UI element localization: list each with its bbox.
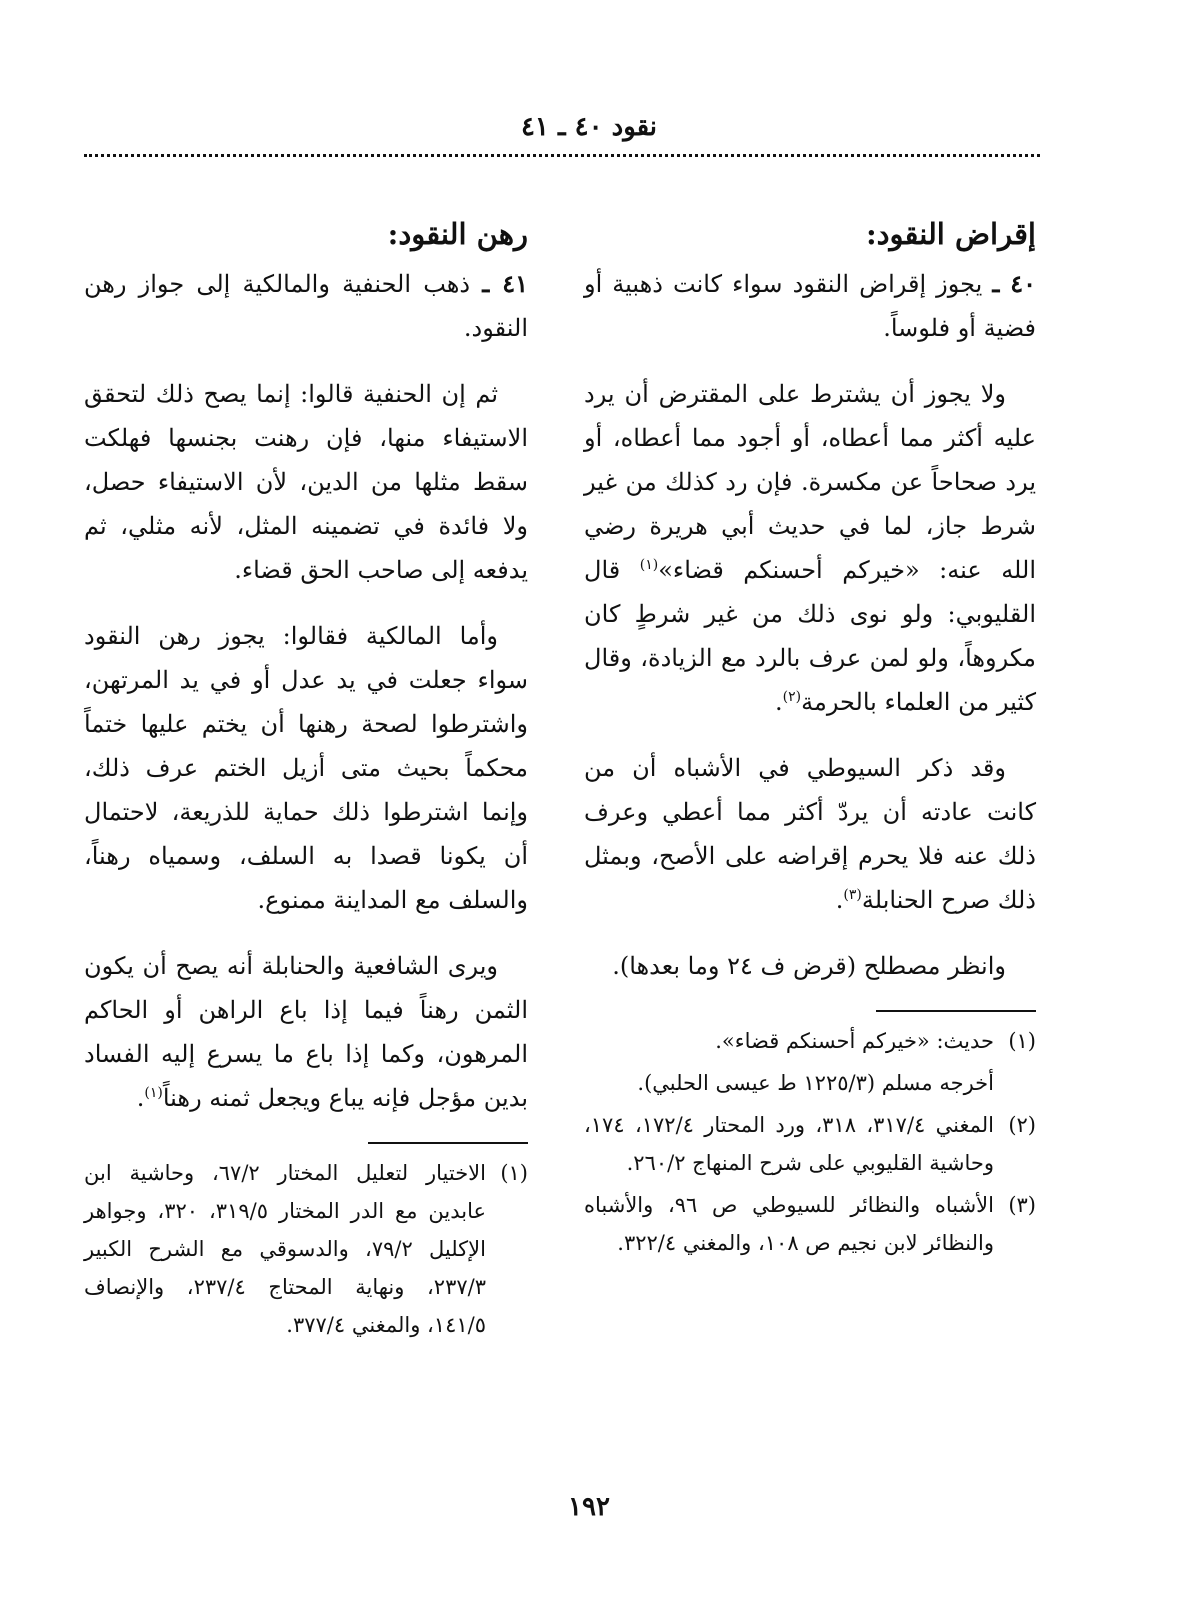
footnote-number: (٢): [1008, 1113, 1036, 1137]
paragraph-40: [584, 262, 1036, 350]
footnote-divider: [368, 1142, 528, 1144]
footnote-ref: (٣): [843, 887, 862, 903]
footnote-number: (٣): [1008, 1193, 1036, 1217]
footnote-text: المغني ٣١٧/٤، ٣١٨، ورد المحتار ١٧٢/٤، ١٧٤، وحاشية القليوبي على شرح المنهاج ٢٦٠/٢.: [584, 1113, 994, 1175]
left-column: [84, 212, 528, 1348]
paragraph-text: يجوز إقراض النقود سواء كانت ذهبية أو فضية أو فلوساً.: [584, 270, 1036, 342]
footnote-number: (١): [1008, 1029, 1036, 1053]
footnote-text: حديث: «خيركم أحسنكم قضاء».: [715, 1029, 994, 1053]
footnote-ref: (٢): [782, 689, 802, 705]
paragraph: [584, 746, 1036, 922]
punctuation: .: [774, 688, 783, 716]
paragraph-text: قال القليوبي: ولو نوى ذلك من غير شرطٍ كان مكروهاً، ولو لمن عرف بالرد مع الزيادة، وقال كثير من العلماء بالحرمة: [584, 556, 1036, 716]
section-heading-rahn: رهن النقود:: [387, 217, 528, 251]
footnote-continuation: أخرجه مسلم (١٢٢٥/٣ ط عيسى الحلبي).: [637, 1071, 994, 1095]
paragraph-41: [84, 262, 528, 350]
footnote: [84, 1154, 528, 1344]
footnote-ref: (١): [639, 557, 659, 573]
footnote-text: الأشباه والنظائر للسيوطي ص ٩٦، والأشباه والنظائر لابن نجيم ص ١٠٨، والمغني ٣٢٢/٤.: [584, 1193, 994, 1255]
paragraph-number: ٤١ ـ: [482, 269, 528, 298]
paragraph: وانظر مصطلح (قرض ف ٢٤ وما بعدها).: [612, 952, 1006, 980]
paragraph-text: ولا يجوز أن يشترط على المقترض أن يرد عليه أكثر مما أعطاه، أو أجود مما أعطاه، أو يرد صحاحاً عن مكسرة. فإن رد كذلك من غير شرط جاز، لما في حديث أبي هريرة رضي الله عنه: «خيركم أحسنكم قضاء»: [584, 380, 1036, 584]
footnote: [584, 1106, 1036, 1182]
section-heading-iqrad: إقراض النقود:: [865, 217, 1036, 251]
paragraph-text: وقد ذكر السيوطي في الأشباه أن من كانت عادته أن يردّ أكثر مما أعطي وعرف ذلك عنه فلا يحرم إقراضه على الأصح، وبمثل ذلك صرح الحنابلة: [584, 754, 1036, 914]
footnote-ref: (١): [144, 1085, 163, 1101]
punctuation: .: [835, 886, 844, 914]
right-column: [584, 212, 1036, 1266]
footnote: [584, 1186, 1036, 1262]
footnote-number: (١): [500, 1161, 528, 1185]
dotted-rule: [84, 154, 1040, 157]
paragraph-text: ذهب الحنفية والمالكية إلى جواز رهن النقود.: [84, 270, 528, 342]
paragraph-text: ويرى الشافعية والحنابلة أنه يصح أن يكون الثمن رهناً فيما إذا باع الراهن أو الحاكم المرهون، وكما إذا باع ما يسرع إليه الفساد بدين مؤجل فإنه يباع ويجعل ثمنه رهناً: [84, 952, 529, 1112]
footnote-divider: [876, 1010, 1036, 1012]
footnote-text: الاختيار لتعليل المختار ٦٧/٢، وحاشية ابن عابدين مع الدر المختار ٣١٩/٥، ٣٢٠، وجواهر الإكليل ٧٩/٢، والدسوقي مع الشرح الكبير ٢٣٧/٣، ونهاية المحتاج ٢٣٧/٤، والإنصاف ١٤١/٥، والمغني ٣٧٧/٤.: [84, 1161, 487, 1337]
paragraph: وأما المالكية فقالوا: يجوز رهن النقود سواء جعلت في يد عدل أو في يد المرتهن، واشترطوا لصحة رهنها أن يختم عليها ختماً محكماً بحيث متى أزيل الختم عرف ذلك، وإنما اشترطوا ذلك حماية للذريعة، لاحتمال أن يكونا قصدا به السلف، وسمياه رهناً، والسلف مع المداينة ممنوع.: [84, 622, 528, 914]
punctuation: .: [136, 1084, 145, 1112]
page-number: ١٩٢: [568, 1492, 610, 1522]
footnote: [584, 1022, 1036, 1060]
paragraph: ثم إن الحنفية قالوا: إنما يصح ذلك لتحقق الاستيفاء منها، فإن رهنت بجنسها فهلكت سقط مثلها من الدين، لأن الاستيفاء حصل، ولا فائدة في تضمينه المثل، لأنه مثلي، ثم يدفعه إلى صاحب الحق قضاء.: [84, 380, 528, 584]
paragraph-number: ٤٠ ـ: [992, 269, 1036, 298]
running-title: نقود ٤٠ ـ ٤١: [520, 112, 658, 142]
paragraph: [584, 372, 1036, 724]
paragraph: [84, 944, 528, 1120]
